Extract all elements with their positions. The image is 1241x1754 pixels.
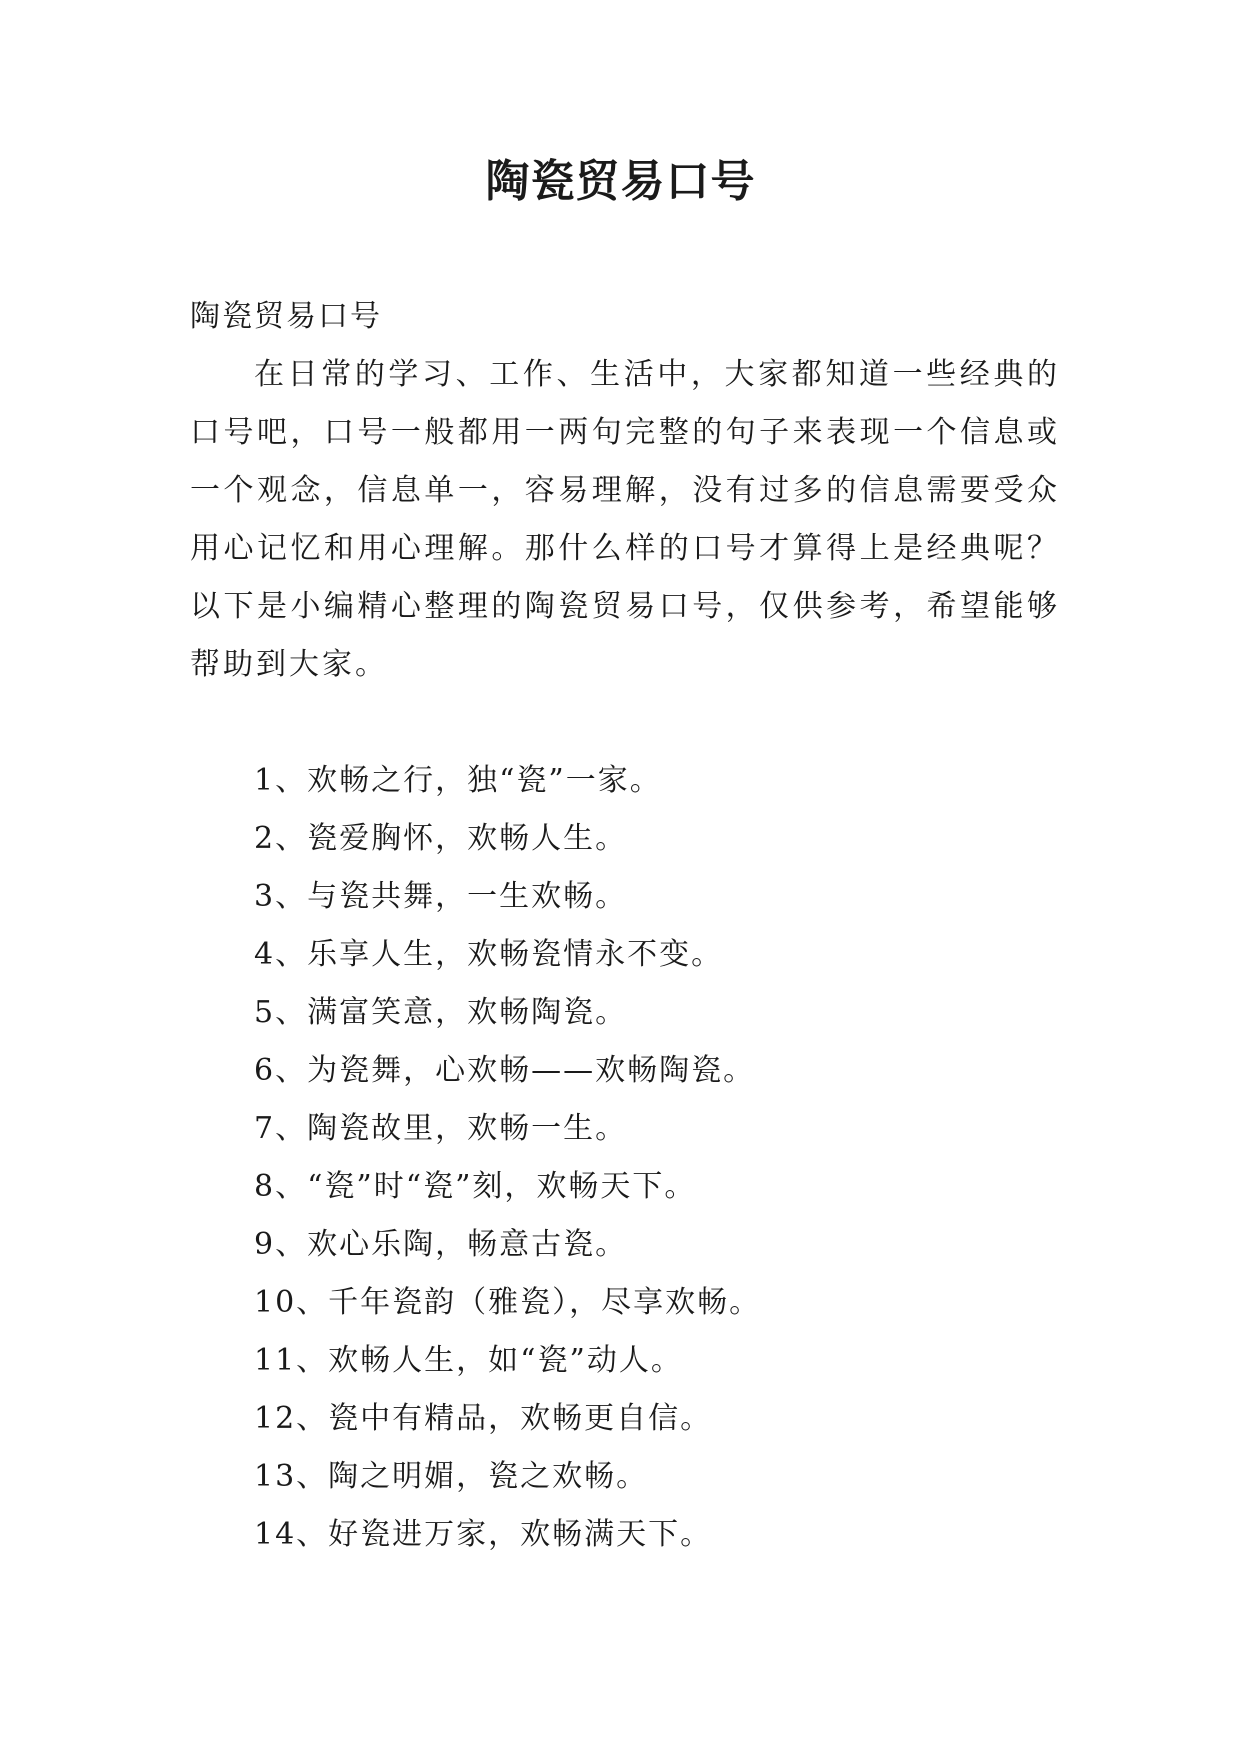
document-subtitle: 陶瓷贸易口号 (190, 299, 382, 334)
slogan-list (254, 752, 1074, 1564)
document-title: 陶瓷贸易口号 (485, 156, 756, 207)
slogan-item: 10、千年瓷韵（雅瓷），尽享欢畅。 (254, 1285, 762, 1320)
slogan-item: 14、好瓷进万家，欢畅满天下。 (254, 1517, 713, 1552)
slogan-item: 8、“瓷”时“瓷”刻，欢畅天下。 (254, 1169, 697, 1204)
intro-paragraph: 在日常的学习、工作、生活中，大家都知道一些经典的口号吧，口号一般都用一两句完整的句子来表现一个信息或一个观念，信息单一，容易理解，没有过多的信息需要受众用心记忆和用心理解。那什么样的口号才算得上是经典呢？以下是小编精心整理的陶瓷贸易口号，仅供参考，希望能够帮助到大家。 (190, 357, 1060, 682)
slogan-item: 2、瓷爱胸怀，欢畅人生。 (254, 821, 628, 856)
slogan-item: 11、欢畅人生，如“瓷”动人。 (254, 1343, 683, 1378)
slogan-item: 6、为瓷舞，心欢畅——欢畅陶瓷。 (254, 1053, 756, 1088)
slogan-item: 12、瓷中有精品，欢畅更自信。 (254, 1401, 713, 1436)
slogan-item: 4、乐享人生，欢畅瓷情永不变。 (254, 937, 724, 972)
slogan-item: 9、欢心乐陶，畅意古瓷。 (254, 1227, 628, 1262)
slogan-item: 13、陶之明媚，瓷之欢畅。 (254, 1459, 649, 1494)
slogan-item: 1、欢畅之行，独“瓷”一家。 (254, 763, 662, 798)
slogan-item: 5、满富笑意，欢畅陶瓷。 (254, 995, 628, 1030)
slogan-item: 3、与瓷共舞，一生欢畅。 (254, 879, 628, 914)
slogan-item: 7、陶瓷故里，欢畅一生。 (254, 1111, 628, 1146)
